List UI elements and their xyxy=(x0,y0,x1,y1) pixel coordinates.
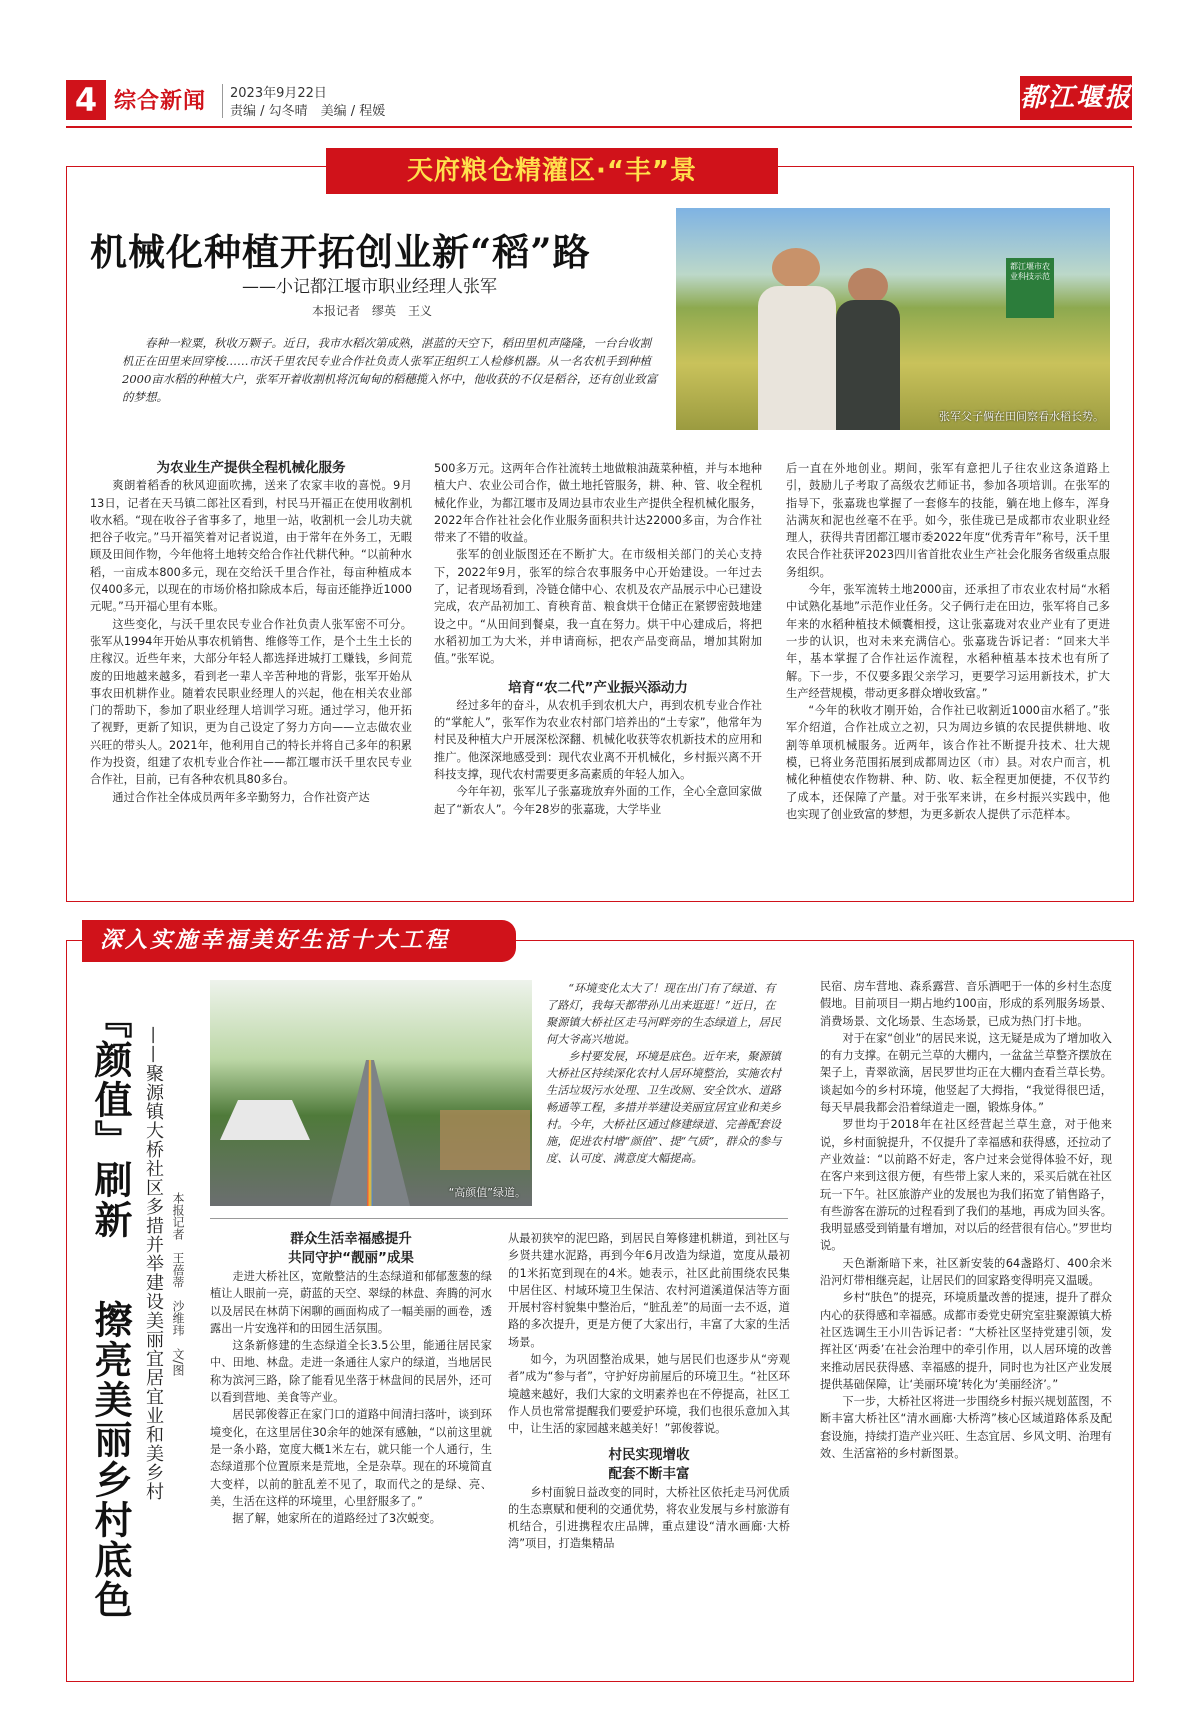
story2-lead xyxy=(546,980,786,1167)
person-head xyxy=(772,248,820,288)
story2-banner: 深入实施幸福美好生活十大工程 xyxy=(82,920,516,962)
story2-column-2 xyxy=(508,1230,790,1553)
story1-column-1 xyxy=(90,460,412,806)
paragraph: 通过合作社全体成员两年多辛勤努力，合作社资产达 xyxy=(112,790,370,804)
story1-lead: 春种一粒粟，秋收万颗子。近日，我市水稻次第成熟，湛蓝的天空下，稻田里机声隆隆，一台台收割机正在田里来回穿梭……市沃千里农民专业合作社负责人张军正组织工人检修机器。从一名农机手到种植2000亩水稻的种植大户，张军开着收割机将沉甸甸的稻穗揽入怀中，他收获的不仅是稻谷，还有创业致富的梦想。 xyxy=(122,336,658,404)
story1-column-2 xyxy=(434,460,762,818)
paragraph: 据了解，她家所在的道路经过了3次蜕变。 xyxy=(232,1512,441,1526)
paragraph: 居民郭俊蓉正在家门口的道路中间清扫落叶，谈到环境变化，在这里居住30余年的她深有感触，“以前这里就是一条小路，宽度大概1米左右，就只能一个人通行，生态绿道那个位置原来是荒地，全是杂草。现在的环境简直大变样，以前的脏乱差不见了，取而代之的是绿、亮、美，生活在这样的环境里，心里舒服多了。” xyxy=(210,1408,492,1508)
story2-column-3 xyxy=(820,978,1112,1462)
person-head-2 xyxy=(848,268,888,304)
paragraph: 罗世均于2018年在社区经营起兰草生意，对于他来说，乡村面貌提升，不仅提升了幸福感和获得感，还拉动了产业效益：“以前路不好走，客户过来会觉得体验不好，现在客户来到这很方便，有些带上家人来的，采买后就在社区玩一下午。社区旅游产业的发展也为我们拓宽了销售路子，有些游客在游玩的过程看到了我们的基地，再成为回头客。我明显感受到销量有增加，对以后的经营很有信心。”罗世均说。 xyxy=(820,1118,1112,1253)
paragraph: 这条新修建的生态绿道全长3.5公里，能通往居民家中、田地、林盘。走进一条通往人家户的绿道，当地居民称为滨河三路，除了能看见坐落于林盘间的民居外，还可以看到营地、美食等产业。 xyxy=(210,1339,492,1405)
paragraph: 500多万元。这两年合作社流转土地做粮油蔬菜种植，并与本地种植大户、农业公司合作，做土地托管服务，耕、种、管、收全程机械化作业，为都江堰市及周边县市农业生产提供全程机械化服务，2022年合作社社会化作业服务面积共计达22000多亩，为合作社带来了不错的收益。 xyxy=(434,462,762,545)
story2-section-heading-1: 群众生活幸福感提升 共同守护“靓丽”成果 xyxy=(288,1231,414,1266)
story2-photo xyxy=(210,980,532,1206)
paragraph: 天色渐渐暗下来，社区新安装的64盏路灯、400余米沿河灯带相继亮起，让居民们的回家路变得明亮又温暖。 xyxy=(820,1256,1112,1288)
paragraph: 这些变化，与沃千里农民专业合作社负责人张军密不可分。张军从1994年开始从事农机销售、维修等工作，是个土生土长的庄稼汉。近些年来，大部分年轻人都选择进城打工赚钱，乡间荒废的田地越来越多，看到老一辈人辛苦种地的背影，张军开始从事农田机耕作业。随着农民职业经理人的兴起，他在相关农业部门的帮助下，参加了职业经理人培训学习班。通过学习，他开拓了视野，更新了知识，更为自己设定了努力方向——立志做农业兴旺的带头人。2021年，他利用自己的特长并将自己多年的积累作为投资，组建了农机专业合作社——都江堰市沃千里农民专业合作社，目前，已有各种农机具80多台。 xyxy=(90,617,412,787)
issue-date: 2023年9月22日 xyxy=(230,86,327,101)
editor-credits: 责编 / 勾冬晴 美编 / 程媛 xyxy=(230,104,386,119)
wooden-fence xyxy=(440,1110,530,1170)
paragraph: 后一直在外地创业。期间，张军有意把儿子往农业这条道路上引，鼓励儿子考取了高级农艺师证书，参加各项培训。在张军的指导下，张嘉珑也掌握了一套修车的技能，躺在地上修车，浑身沾满灰和泥也丝毫不在乎。如今，张佳珑已是成都市农业职业经理人，获得共青团都江堰市委2022年度“优秀青年”称号，沃千里农民合作社获评2023四川省首批农业生产社会化服务省级重点服务组织。 xyxy=(786,462,1110,579)
person-body-2 xyxy=(836,300,900,430)
paragraph: 民宿、房车营地、森系露营、音乐酒吧于一体的乡村生态度假地。目前项目一期占地约100亩，形成的系列服务场景、消费场景、文化场景、生态场景，已成为热门打卡地。 xyxy=(820,980,1112,1028)
story1-headline: 机械化种植开拓创业新“稻”路 xyxy=(90,230,591,274)
person-body xyxy=(758,286,836,430)
paragraph: 如今，为巩固整治成果，她与居民们也逐步从“旁观者”成为“参与者”，守护好房前屋后的环境卫生。“社区环境越来越好，我们大家的文明素养也在不停提高，社区工作人员也常常提醒我们要爱护环境，我们也很乐意加入其中，让生活的家园越来越美好！”郭俊蓉说。 xyxy=(508,1353,790,1436)
story2-headline-1: 『颜值』刷新 xyxy=(88,1000,133,1240)
header-rule xyxy=(66,126,1132,128)
paragraph: 从最初狭窄的泥巴路，到居民自筹修建机耕道，到社区与乡贤共建水泥路，再到今年6月改造为绿道，宽度从最初的1米拓宽到现在的4米。她表示，社区此前围绕农民集中居住区、村域环境卫生保洁、农村河道溪道保洁等方面开展村容村貌集中整治后，“脏乱差”的局面一去不返，道路的多次提升，更是方便了大家出行，丰富了大家的生活场景。 xyxy=(508,1232,790,1349)
paragraph: 张军的创业版图还在不断扩大。在市级相关部门的关心支持下，2022年9月，张军的综合农事服务中心开始建设。一年过去了，记者现场看到，冷链仓储中心、农机及农产品展示中心已建设完成，农产品初加工、育秧育苗、粮食烘干仓储正在紧锣密鼓地建设之中。“从田间到餐桌，我一直在努力。烘干中心建成后，将把水稻初加工为大米，并申请商标，把农产品变商品，增加其附加值。”张军说。 xyxy=(434,548,762,666)
paragraph: 今年年初，张军儿子张嘉珑放弃外面的工作，全心全意回家做起了“新农人”。今年28岁的张嘉珑，大学毕业 xyxy=(434,785,762,816)
story2-byline: 本报记者 王蓓蒂 沙维玮 文/图 xyxy=(171,1192,185,1377)
story2-divider xyxy=(210,1218,788,1219)
paragraph: “环境变化太大了！现在出门有了绿道、有了路灯，我每天都带孙儿出来逛逛！”近日，在聚源镇大桥社区走马河畔旁的生态绿道上，居民何大爷高兴地说。 xyxy=(546,982,781,1046)
story2-section-heading-2: 村民实现增收 配套不断丰富 xyxy=(608,1446,690,1482)
story1-section-heading-2: 培育“农二代”产业振兴添动力 xyxy=(508,679,688,696)
field-sign: 都江堰市农业科技示范 xyxy=(1006,258,1054,318)
story2-subheadline: ——聚源镇大桥社区多措并举建设美丽宜居宜业和美乡村 xyxy=(143,1026,164,1501)
paragraph: 爽朗着稻香的秋风迎面吹拂，送来了农家丰收的喜悦。9月13日，记者在天马镇二郎社区看到，村民马开福正在使用收割机收水稻。“现在收谷子省事多了，地里一站，收割机一会儿功夫就把谷子收完。”马开福笑着对记者说道，由于常年在外务工，无暇顾及田间作物，今年他将土地转交给合作社代耕代种。“以前种水稻，一亩成本800多元，现在交给沃千里合作社，每亩种植成本仅400多元，以现在的市场价格扣除成本后，每亩还能挣近1000元呢。”马开福心里有本账。 xyxy=(90,479,412,614)
story1-byline: 本报记者 缪英 王义 xyxy=(312,304,433,318)
paragraph: 下一步，大桥社区将进一步围绕乡村振兴规划蓝图，不断丰富大桥社区“清水画廊·大桥湾”核心区域道路体系及配套设施，持续打造产业兴旺、生态宜居、乡风文明、治理有效、生活富裕的乡村新图景。 xyxy=(820,1395,1112,1461)
story1-section-heading-1: 为农业生产提供全程机械化服务 xyxy=(156,460,346,476)
story1-subheadline: ——小记都江堰市职业经理人张军 xyxy=(242,277,497,297)
newspaper-logo: 都江堰报 xyxy=(1020,76,1132,120)
page-number: 4 xyxy=(66,80,106,120)
story2-column-1 xyxy=(210,1230,492,1527)
paragraph: 乡村要发展，环境是底色。近年来，聚源镇大桥社区持续深化农村人居环境整治，实施农村生活垃圾污水处理、卫生改厕、安全饮水、道路畅通等工程，多措并举建设美丽宜居宜业和美乡村。今年，大桥社区通过修建绿道、完善配套设施，促进农村增“颜值”、提“气质”，群众的参与度、认可度、满意度大幅提高。 xyxy=(546,1050,782,1165)
camp-tent xyxy=(220,1100,310,1140)
story1-column-3 xyxy=(786,460,1110,823)
paragraph: “今年的秋收才刚开始，合作社已收割近1000亩水稻了。”张军介绍道，合作社成立之初，只为周边乡镇的农民提供耕地、收割等单项机械服务。近两年，该合作社不断提升技术、壮大规模，已将业务范围拓展到成都周边区（市）县。对农户而言，机械化种植使农作物耕、种、防、收、耘全程更加便捷，不仅节约了成本，还保障了产量。对于张军来讲，在乡村振兴实践中，他也实现了创业致富的梦想，为更多新农人提供了示范样本。 xyxy=(786,704,1110,821)
paragraph: 走进大桥社区，宽敞整洁的生态绿道和郁郁葱葱的绿植让人眼前一亮，蔚蓝的天空、翠绿的林盘、奔腾的河水以及居民在林荫下闲聊的画面构成了一幅美丽的画卷，透露出一片安逸祥和的田园生活氛围。 xyxy=(210,1270,492,1335)
section-title: 综合新闻 xyxy=(114,89,207,114)
paragraph: 经过多年的奋斗，从农机手到农机大户，再到农机专业合作社的“掌舵人”，张军作为农业农村部门培养出的“土专家”，他常年为村民及种植大户开展深松深翻、机械化收获等农机新技术的应用和推广。他深深地感受到：现代农业离不开机械化，乡村振兴离不开科技支撑，现代农村需要更多高素质的年轻人加入。 xyxy=(434,698,762,782)
paragraph: 今年，张军流转土地2000亩，还承担了市农业农村局“水稻中试熟化基地”示范作业任务。父子俩行走在田边，张军将自己多年来的水稻种植技术倾囊相授，这让张嘉珑对农业产业有了更进一步的认识，也对未来充满信心。张嘉珑告诉记者：“回来大半年，基本掌握了合作社运作流程，水稻种植基本技术也有所了解。下一步，不仅要多跟父亲学习，更要学习运用新技术，扩大生产经营规模，带动更多群众增收致富。” xyxy=(786,583,1110,700)
story1-photo xyxy=(676,208,1110,430)
story2-photo-caption: “高颜值”绿道。 xyxy=(448,1186,526,1199)
paragraph: 对于在家“创业”的居民来说，这无疑是成为了增加收入的有力支撑。在朝元兰草的大棚内，一盆盆兰草整齐摆放在架子上，青翠欲滴，居民罗世均正在大棚内查看兰草长势。谈起如今的乡村环境，他竖起了大拇指，“我觉得很巴适，每天早晨我都会沿着绿道走一圈，锻炼身体。” xyxy=(820,1031,1112,1115)
story1-photo-caption: 张军父子俩在田间察看水稻长势。 xyxy=(939,410,1104,423)
story1-banner: 天府粮仓精灌区·“丰”景 xyxy=(326,148,778,194)
story2-headline-2: 擦亮美丽乡村底色 xyxy=(88,1300,133,1620)
paragraph: 乡村“肤色”的提亮，环境质量改善的提速，提升了群众内心的获得感和幸福感。成都市委党史研究室驻聚源镇大桥社区选调生王小川告诉记者：“大桥社区坚持党建引领，发挥社区‘两委’在社会治理中的牵引作用，以人居环境的改善来推动居民获得感、幸福感的提升，同时也为社区产业发展提供基础保障，让‘美丽环境’转化为‘美丽经济’。” xyxy=(820,1291,1112,1391)
header-divider xyxy=(222,84,223,118)
paragraph: 乡村面貌日益改变的同时，大桥社区依托走马河优质的生态禀赋和便利的交通优势，将农业发展与乡村旅游有机结合，引进携程农庄品牌，重点建设“清水画廊·大桥湾”项目，打造集精品 xyxy=(508,1485,790,1551)
